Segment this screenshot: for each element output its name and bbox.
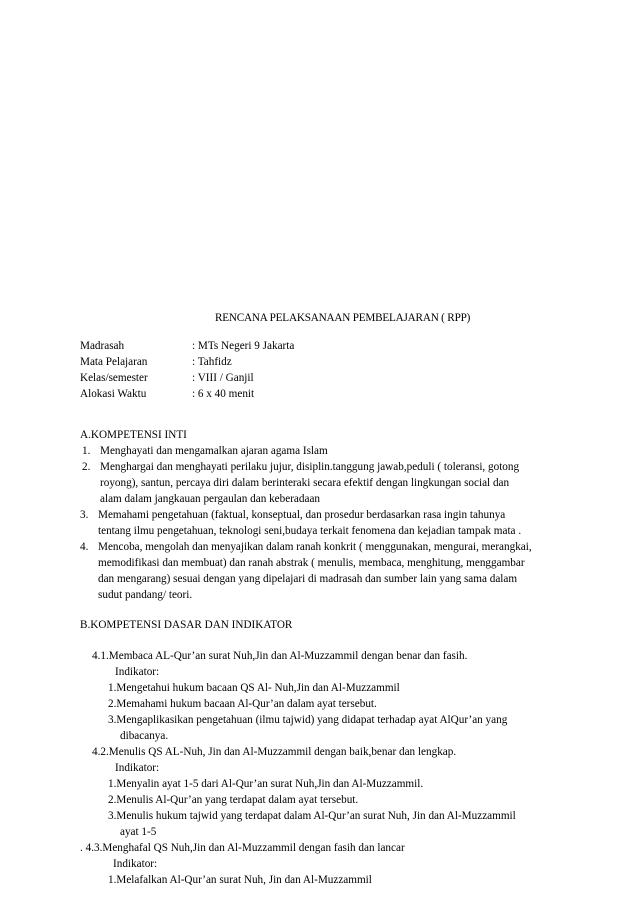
ki-item-line: dan mengarang) sesuai dengan yang dipelajari di madrasah dan sumber lain yang sama dalam bbox=[98, 573, 518, 585]
section-heading-ki: A.KOMPETENSI INTI bbox=[80, 429, 187, 441]
ki-item-line: sudut pandang/ teori. bbox=[98, 589, 193, 601]
ki-item-line: Mencoba, mengolah dan menyajikan dalam ranah konkrit ( menggunakan, mengurai, merangkai, bbox=[98, 541, 532, 553]
identity-label-subject: Mata Pelajaran bbox=[80, 356, 148, 368]
kd-line: 2.Memahami hukum bacaan Al-Qur’an dalam ayat tersebut. bbox=[108, 698, 377, 710]
ki-item-line: tentang ilmu pengetahuan, teknologi seni,budaya terkait fenomena dan kejadian tampak mata . bbox=[98, 525, 522, 537]
ki-item-line: Menghargai dan menghayati perilaku jujur, disiplin.tanggung jawab,peduli ( toleransi, gotong bbox=[100, 461, 520, 473]
ki-item-line: Menghayati dan mengamalkan ajaran agama Islam bbox=[100, 445, 328, 457]
kd-line: Indikator: bbox=[115, 762, 160, 774]
ki-item-line: memodifikasi dan membuat) dan ranah abstrak ( menulis, membaca, menghitung, menggambar bbox=[98, 557, 525, 569]
identity-label-time: Alokasi Waktu bbox=[80, 388, 147, 400]
identity-value-madrasah: : MTs Negeri 9 Jakarta bbox=[192, 340, 295, 352]
document-title: RENCANA PELAKSANAAN PEMBELAJARAN ( RPP) bbox=[215, 312, 471, 324]
identity-value-class: : VIII / Ganjil bbox=[192, 372, 254, 384]
ki-item-number: 3. bbox=[80, 509, 89, 521]
identity-value-subject: : Tahfidz bbox=[192, 356, 232, 368]
ki-item-number: 4. bbox=[80, 541, 89, 553]
kd-line: Indikator: bbox=[113, 858, 158, 870]
kd-line: 4.2.Menulis QS AL-Nuh, Jin dan Al-Muzzammil dengan baik,benar dan lengkap. bbox=[92, 746, 457, 758]
kd-line: . 4.3.Menghafal QS Nuh,Jin dan Al-Muzzammil dengan fasih dan lancar bbox=[80, 842, 405, 854]
kd-line: 4.1.Membaca AL-Qur’an surat Nuh,Jin dan Al-Muzzammil dengan benar dan fasih. bbox=[92, 650, 468, 662]
identity-label-madrasah: Madrasah bbox=[80, 340, 125, 352]
kd-line: 3.Menulis hukum tajwid yang terdapat dalam Al-Qur’an surat Nuh, Jin dan Al-Muzzammil bbox=[108, 810, 516, 822]
ki-item-line: alam dalam jangkauan pergaulan dan keberadaan bbox=[100, 493, 321, 505]
kd-line: 1.Melafalkan Al-Qur’an surat Nuh, Jin dan Al-Muzzammil bbox=[108, 874, 372, 886]
kd-line: dibacanya. bbox=[120, 730, 169, 742]
kd-line: 1.Mengetahui hukum bacaan QS Al- Nuh,Jin dan Al-Muzzammil bbox=[108, 682, 400, 694]
identity-label-class: Kelas/semester bbox=[80, 372, 148, 384]
kd-line: 3.Mengaplikasikan pengetahuan (ilmu tajwid) yang didapat terhadap ayat AlQur’an yang bbox=[108, 714, 508, 726]
kd-line: ayat 1-5 bbox=[120, 826, 157, 838]
kd-line: 1.Menyalin ayat 1-5 dari Al-Qur’an surat Nuh,Jin dan Al-Muzzammil. bbox=[108, 778, 424, 790]
kd-line: 2.Menulis Al-Qur’an yang terdapat dalam ayat tersebut. bbox=[108, 794, 359, 806]
ki-item-number: 2. bbox=[82, 461, 91, 473]
kd-line: Indikator: bbox=[115, 666, 160, 678]
ki-item-number: 1. bbox=[82, 445, 91, 457]
identity-value-time: : 6 x 40 menit bbox=[192, 388, 255, 400]
section-heading-kd: B.KOMPETENSI DASAR DAN INDIKATOR bbox=[80, 619, 293, 631]
ki-item-line: royong), santun, percaya diri dalam berinteraki secara efektif dengan lingkungan social dan bbox=[100, 477, 510, 489]
ki-item-line: Memahami pengetahuan (faktual, konseptual, dan prosedur berdasarkan rasa ingin tahunya bbox=[98, 509, 506, 521]
